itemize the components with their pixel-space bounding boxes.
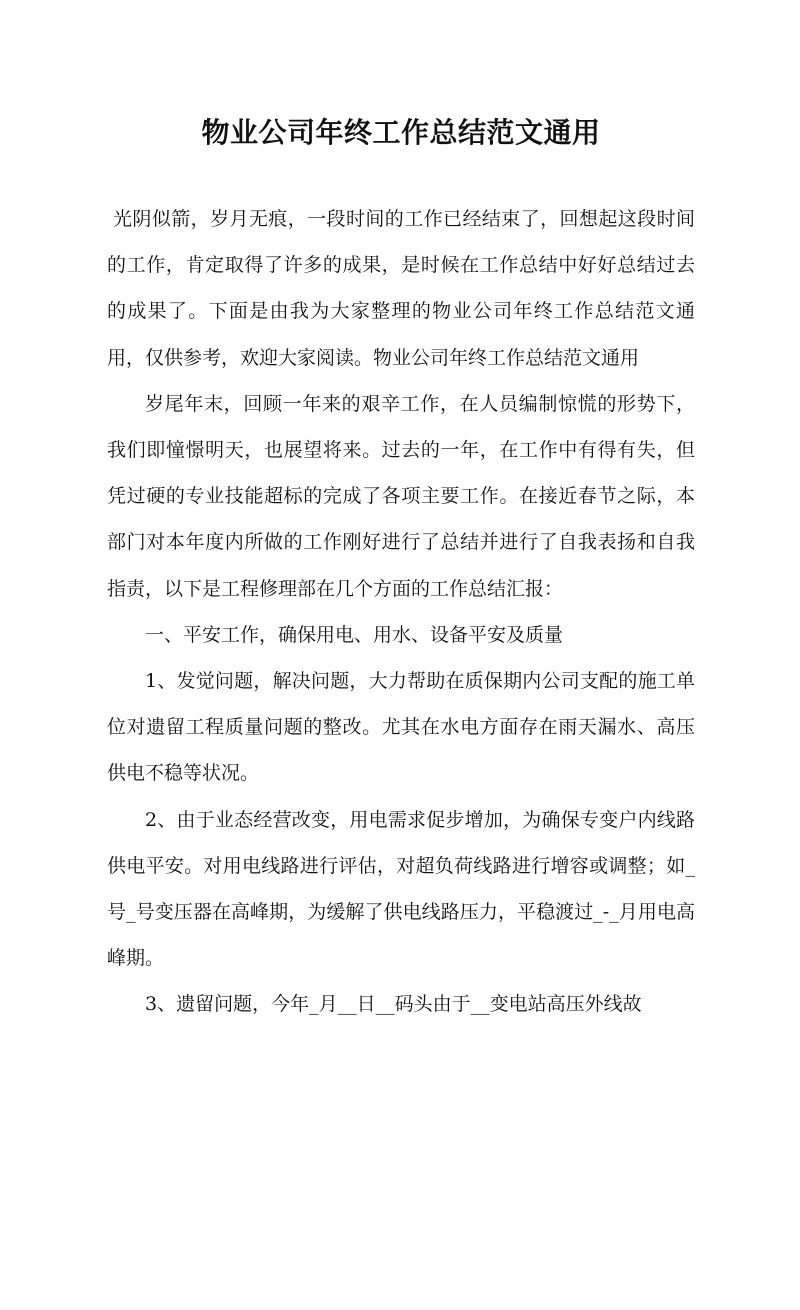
paragraph-item-1: 1、发觉问题，解决问题，大力帮助在质保期内公司支配的施工单位对遗留工程质量问题的整改。尤其在水电方面存在雨天漏水、高压供电不稳等状况。	[107, 670, 695, 785]
document-title: 物业公司年终工作总结范文通用	[201, 116, 601, 149]
section-heading-safety: 一、平安工作，确保用电、用水、设备平安及质量	[145, 623, 564, 646]
paragraph-item-3: 3、遗留问题，今年_月__日__码头由于__变电站高压外线故	[145, 993, 642, 1016]
paragraph-year-end-review: 岁尾年末，回顾一年来的艰辛工作，在人员编制惊慌的形势下，我们即憧憬明天，也展望将来。过去的一年，在工作中有得有失，但凭过硬的专业技能超标的完成了各项主要工作。在接近春节之际，本部门对本年度内所做的工作刚好进行了总结并进行了自我表扬和自我指责，以下是工程修理部在几个方面的工作总结汇报：	[107, 392, 695, 600]
paragraph-intro: 光阴似箭，岁月无痕，一段时间的工作已经结束了，回想起这段时间的工作，肯定取得了许多的成果，是时候在工作总结中好好总结过去的成果了。下面是由我为大家整理的物业公司年终工作总结范文通用，仅供参考，欢迎大家阅读。物业公司年终工作总结范文通用	[107, 208, 695, 369]
paragraph-item-2: 2、由于业态经营改变，用电需求促步增加，为确保专变户内线路供电平安。对用电线路进行评估，对超负荷线路进行增容或调整；如_号_号变压器在高峰期，为缓解了供电线路压力，平稳渡过_-_月用电高峰期。	[107, 808, 695, 970]
document-body	[107, 196, 695, 1028]
